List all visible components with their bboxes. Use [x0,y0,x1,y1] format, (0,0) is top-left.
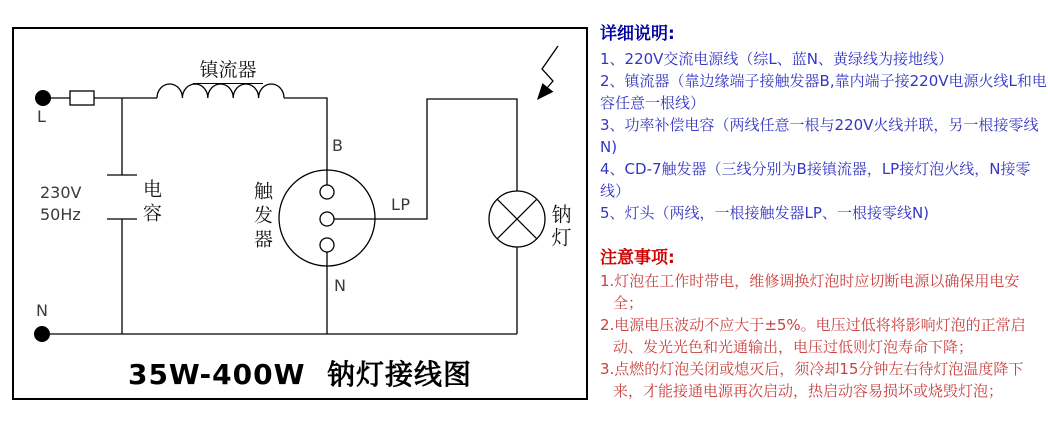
sodium-lamp-label: 钠灯 [548,204,572,250]
detail-item: 5、灯头（两线，一根接触发器LP、一根接零线N) [600,204,930,222]
details-heading: 详细说明: [600,24,675,44]
trigger-lp-label: LP [391,195,411,214]
detail-item: 1、220V交流电源线（综L、蓝N、黄绿线为接地线） [600,50,954,68]
lightning-arrow-shaft [542,46,558,88]
neutral-terminal-dot [34,326,50,342]
capacitor-label: 电容 [140,179,162,227]
live-terminal-dot [35,90,51,106]
neutral-terminal-label: N [36,301,49,320]
trigger-n-label: N [334,276,347,295]
supply-frequency: 50Hz [40,205,81,224]
lamp-cross-icon [497,199,537,239]
detail-item: 3、功率补偿电容（两线任意一根与220V火线并联，另一根接零线N) [600,116,1039,156]
lightning-arrowhead-icon [537,83,553,100]
trigger-terminal-b-dot [320,185,334,199]
inductor-coil-icon [157,84,284,98]
trigger-terminal-lp-dot [320,212,334,226]
lp-to-lamp-wire [334,99,517,219]
note-item: 3.点燃的灯泡关闭或熄灭后，须冷却15分钟左右待灯泡温度降下来，才能接通电源再次启动，热启动容易损坏或烧毁灯泡； [600,360,1024,400]
supply-rating-label [40,182,81,226]
supply-voltage: 230V [40,183,82,202]
ballast-label: 镇流器 [193,55,263,84]
ballast-to-trigger-wire [284,98,327,185]
trigger-label: 触发器 [251,181,273,253]
diagram-title: 35W-400W 钠灯接线图 [127,358,473,391]
note-item: 1.灯泡在工作时带电，维修调换灯泡时应切断电源以确保用电安全； [600,272,1020,312]
circuit-drawing [14,29,586,398]
trigger-b-label: B [332,136,344,155]
live-terminal-label: L [37,107,47,126]
wiring-diagram-box [12,27,588,400]
note-item: 2.电源电压波动不应大于±5%。电压过低将将影响灯泡的正常启动、发光光色和光通输出，电压过低则灯泡寿命下降； [600,316,1026,356]
trigger-terminal-n-dot [320,238,334,252]
notes-heading: 注意事项: [600,248,675,268]
fuse-icon [70,91,94,105]
detail-item: 2、镇流器（靠边缘端子接触发器B,靠内端子接220V电源火线L和电容任意一根线） [600,72,1047,112]
detail-item: 4、CD-7触发器（三线分别为B接镇流器，LP接灯泡火线，N接零线） [600,160,1031,200]
annotation-panel [600,24,1048,402]
